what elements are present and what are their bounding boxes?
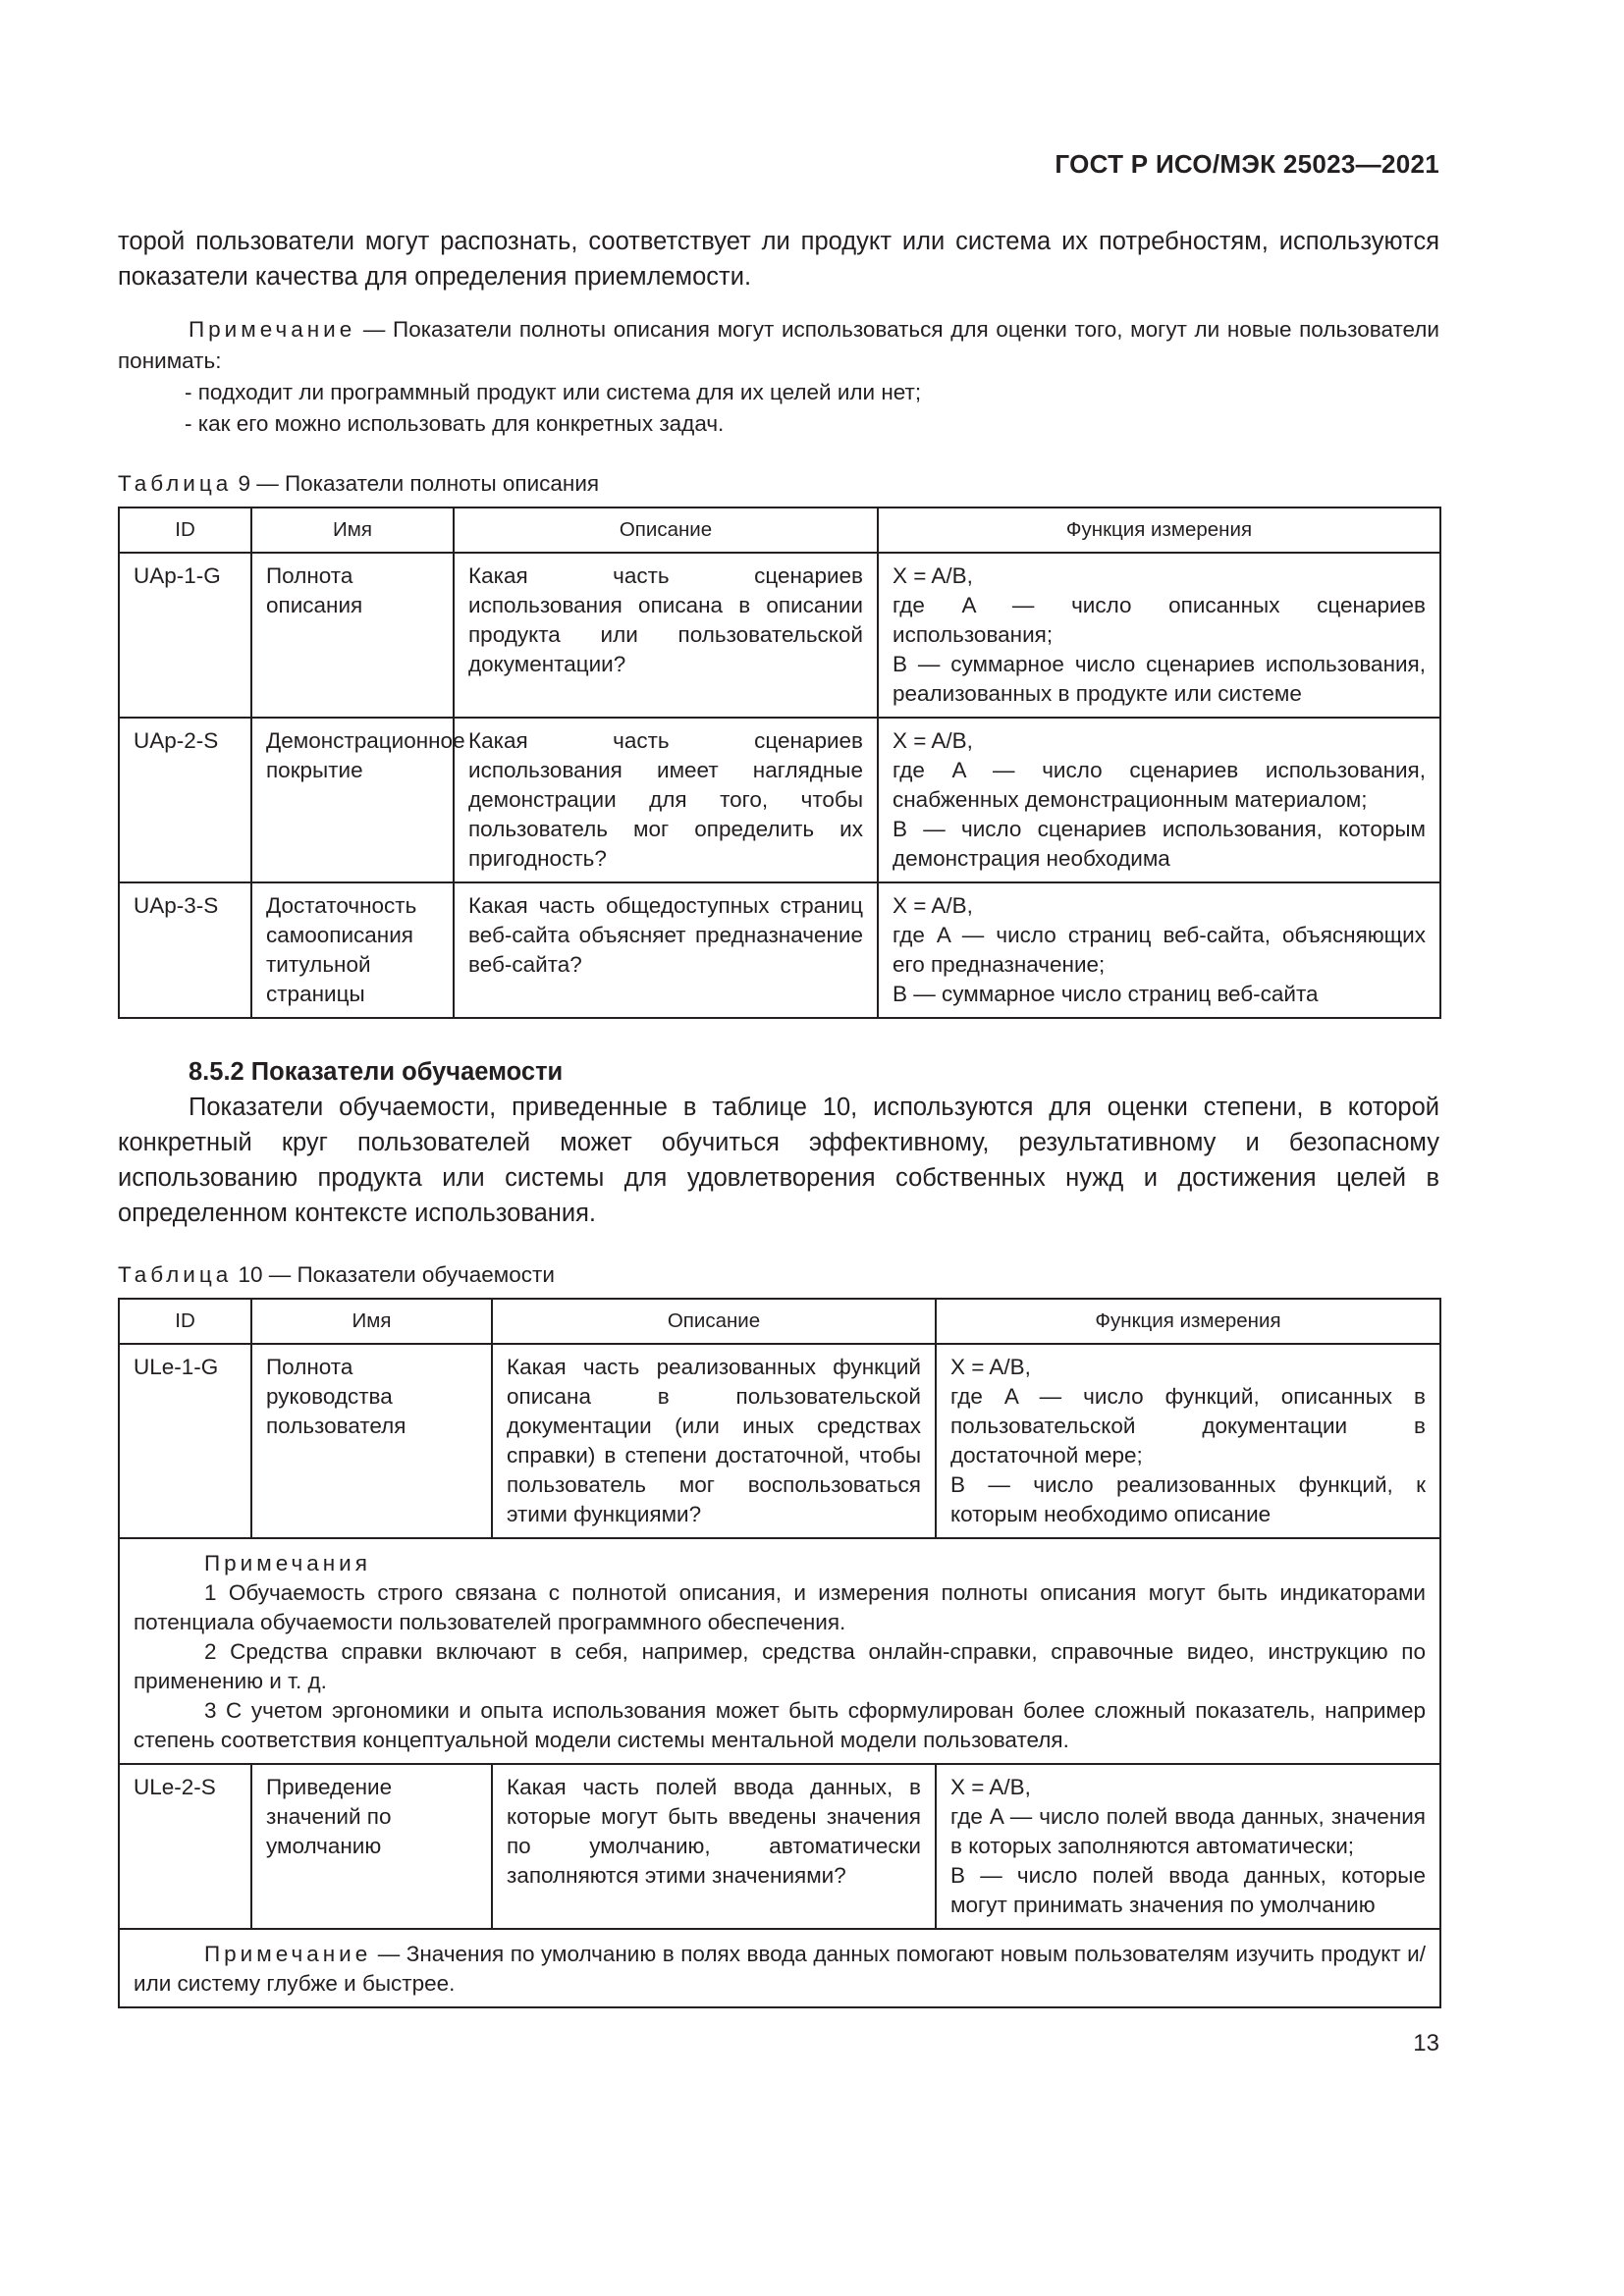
note-label: Примечание — [204, 1942, 372, 1966]
table-notes-cell — [119, 1538, 1440, 1764]
table-9-caption-text: 9 — Показатели полноты описания — [232, 471, 600, 496]
notes-label: Примечания — [204, 1551, 371, 1575]
note-text: — Значения по умолчанию в полях ввода данных помогают новым пользователям изучить продукт и/или систему глубже и быстрее. — [134, 1942, 1426, 1996]
note-2: 2 Средства справки включают в себя, например, средства онлайн-справки, справочные видео, инструкцию по применению и т. д. — [134, 1639, 1426, 1693]
table-10-header-row — [119, 1299, 1440, 1344]
table-9-caption-label: Таблица — [118, 471, 233, 496]
table-row — [119, 553, 1440, 718]
measure-id: ULe-1-G — [119, 1344, 251, 1538]
measure-function: X = A/B, где A — число сценариев использования, снабженных демонстрационным материалом; B — число сценариев использования, которым демонстрация необходима — [878, 718, 1440, 882]
table-10-caption-text: 10 — Показатели обучаемости — [232, 1262, 555, 1287]
column-header-id: ID — [119, 1299, 251, 1344]
section-8-5-2-paragraph: Показатели обучаемости, приведенные в таблице 10, используются для оценки степени, в которой конкретный круг пользователей может обучиться эффективному, результативному и безопасному использованию продукта или системы для удовлетворения собственных нужд и достижения целей в определенном контексте использования. — [118, 1094, 1439, 1227]
measure-id: ULe-2-S — [119, 1764, 251, 1929]
measure-description: Какая часть общедоступных страниц веб-сайта объясняет предназначение веб-сайта? — [454, 882, 878, 1018]
measure-description: Какая часть сценариев использования имеет наглядные демонстрации для того, чтобы пользователь мог определить их пригодность? — [454, 718, 878, 882]
table-note-cell — [119, 1929, 1440, 2007]
note-item-1: - подходит ли программный продукт или система для их целей или нет; — [185, 380, 922, 404]
column-header-name: Имя — [251, 507, 454, 553]
measure-function: X = A/B, где A — число описанных сценариев использования; B — суммарное число сценариев использования, реализованных в продукте или системе — [878, 553, 1440, 718]
page-number: 13 — [1413, 2030, 1439, 2056]
measure-name: Приведение значений по умолчанию — [251, 1764, 492, 1929]
table-9-header-row — [119, 507, 1440, 553]
note-item-2: - как его можно использовать для конкретных задач. — [185, 411, 725, 436]
note-text: — Показатели полноты описания могут использоваться для оценки того, могут ли новые пользователи понимать: — [118, 317, 1439, 373]
table-9-caption — [118, 471, 1439, 497]
measure-description: Какая часть реализованных функций описана в пользовательской документации (или иных средствах справки) в степени достаточной, чтобы пользователь мог воспользоваться этими функциями? — [492, 1344, 936, 1538]
measure-id: UAp-1-G — [119, 553, 251, 718]
measure-name: Полнота описания — [251, 553, 454, 718]
table-notes-row — [119, 1538, 1440, 1764]
table-notes-row — [119, 1929, 1440, 2007]
note-1: 1 Обучаемость строго связана с полнотой описания, и измерения полноты описания могут быть индикаторами потенциала обучаемости пользователей программного обеспечения. — [134, 1580, 1426, 1634]
table-10-caption-label: Таблица — [118, 1262, 233, 1287]
measure-function: X = A/B, где A — число страниц веб-сайта, объясняющих его предназначение; B — суммарное число страниц веб-сайта — [878, 882, 1440, 1018]
measure-name: Полнота руководства пользователя — [251, 1344, 492, 1538]
column-header-description: Описание — [492, 1299, 936, 1344]
measure-id: UAp-3-S — [119, 882, 251, 1018]
column-header-function: Функция измерения — [936, 1299, 1440, 1344]
column-header-description: Описание — [454, 507, 878, 553]
column-header-function: Функция измерения — [878, 507, 1440, 553]
table-row — [119, 1764, 1440, 1929]
table-10 — [118, 1298, 1441, 2008]
section-8-5-2-title: 8.5.2 Показатели обучаемости — [189, 1058, 564, 1086]
intro-paragraph: торой пользователи могут распознать, соответствует ли продукт или система их потребностям, используются показатели качества для определения приемлемости. — [118, 228, 1439, 291]
measure-description: Какая часть сценариев использования описана в описании продукта или пользовательской документации? — [454, 553, 878, 718]
document-code-header: ГОСТ Р ИСО/МЭК 25023—2021 — [1055, 149, 1439, 179]
note-3: 3 С учетом эргономики и опыта использования может быть сформулирован более сложный показатель, например степень соответствия концептуальной модели системы ментальной модели пользователя. — [134, 1698, 1426, 1752]
table-row — [119, 1344, 1440, 1538]
measure-description: Какая часть полей ввода данных, в которые могут быть введены значения по умолчанию, автоматически заполняются этими значениями? — [492, 1764, 936, 1929]
note-label: Примечание — [189, 317, 356, 342]
intro-note — [118, 314, 1439, 377]
measure-name: Демонстрационное покрытие — [251, 718, 454, 882]
measure-function: X = A/B, где A — число функций, описанных в пользовательской документации в достаточной мере; B — число реализованных функций, к которым необходимо описание — [936, 1344, 1440, 1538]
measure-id: UAp-2-S — [119, 718, 251, 882]
measure-function: X = A/B, где A — число полей ввода данных, значения в которых заполняются автоматически; B — число полей ввода данных, которые могут принимать значения по умолчанию — [936, 1764, 1440, 1929]
page-content — [118, 224, 1439, 2057]
measure-name: Достаточность самоописания титульной страницы — [251, 882, 454, 1018]
table-row — [119, 718, 1440, 882]
table-9 — [118, 507, 1441, 1019]
column-header-id: ID — [119, 507, 251, 553]
table-10-caption — [118, 1262, 1439, 1288]
table-row — [119, 882, 1440, 1018]
column-header-name: Имя — [251, 1299, 492, 1344]
